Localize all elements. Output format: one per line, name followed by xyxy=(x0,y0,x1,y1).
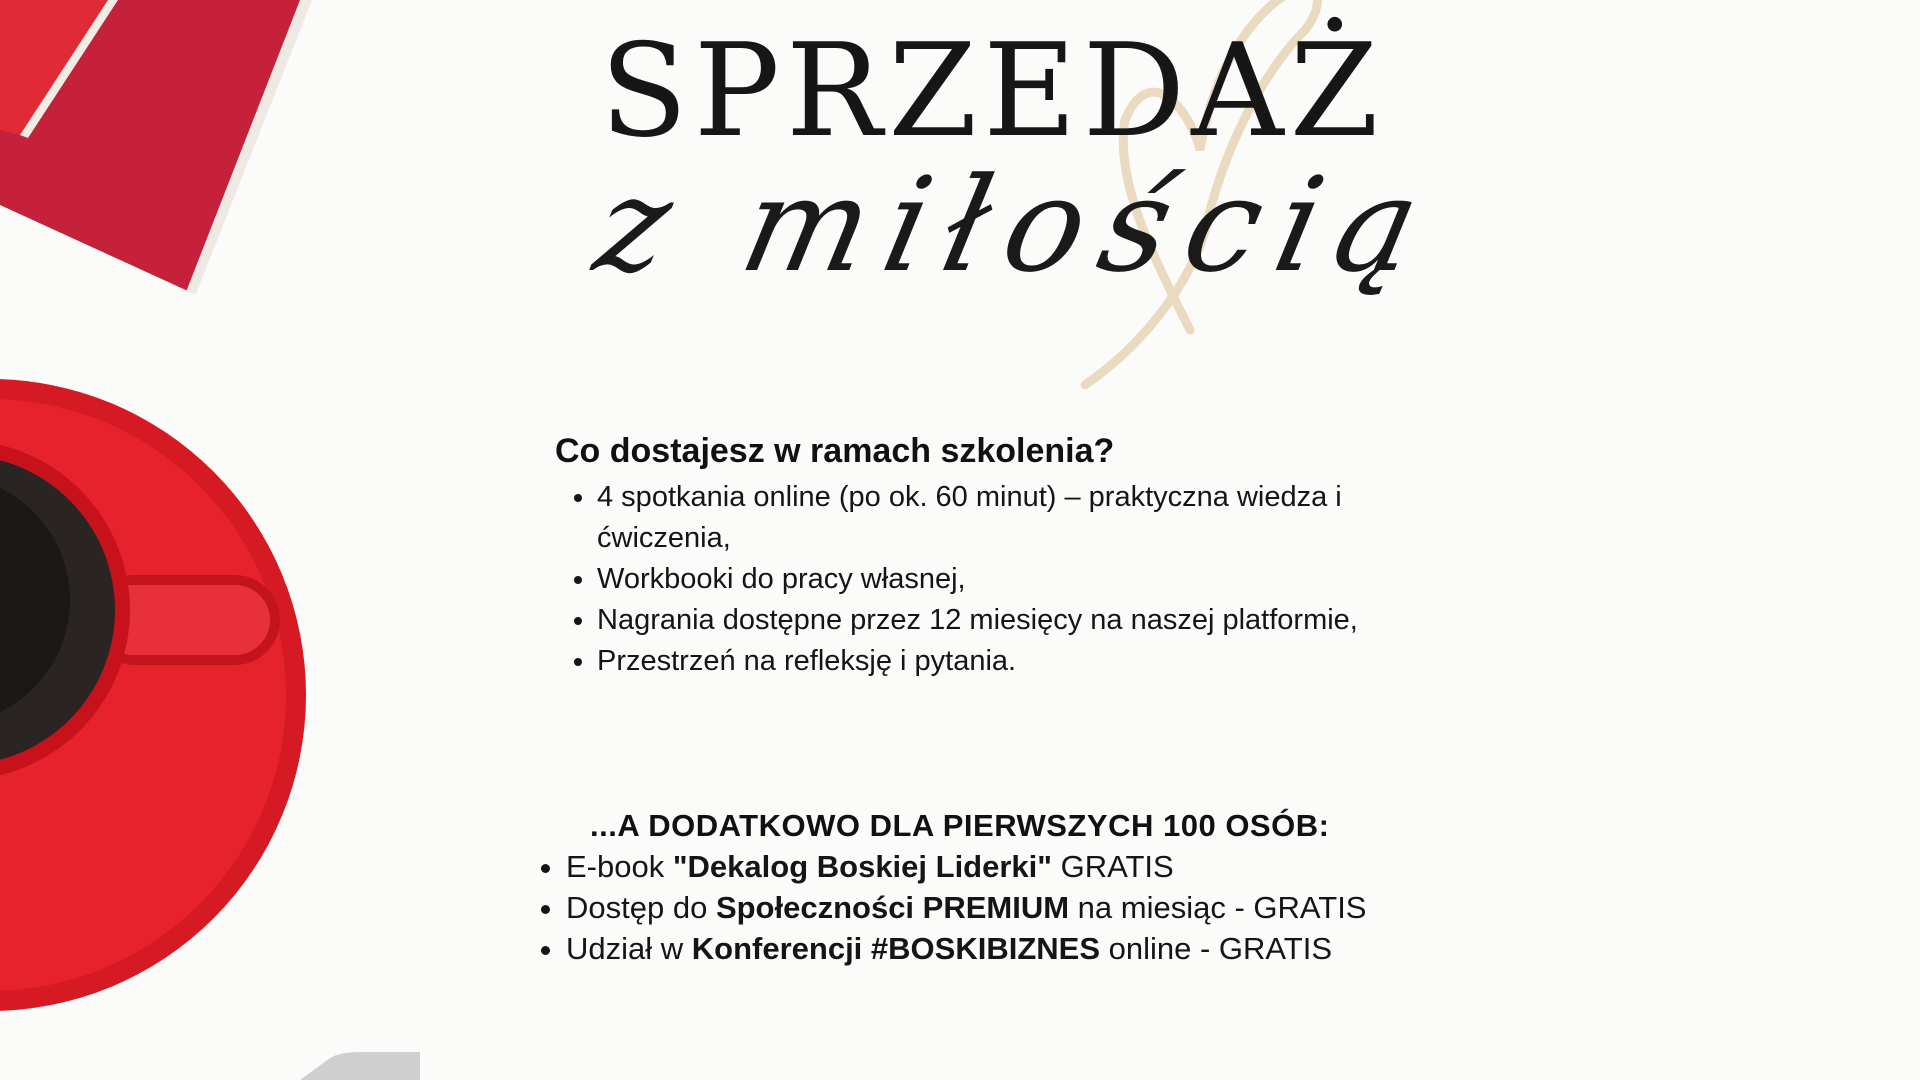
bonus-item-bold: "Dekalog Boskiej Liderki" xyxy=(672,849,1052,884)
laptop-corner-icon xyxy=(300,1052,420,1080)
bonus-item-text: GRATIS xyxy=(1051,849,1174,884)
bonus-item-bold: Społeczności PREMIUM xyxy=(715,890,1070,925)
offer-heading: Co dostajesz w ramach szkolenia? xyxy=(555,432,1115,470)
red-notebook-icon xyxy=(0,0,312,294)
bonus-item xyxy=(566,928,1430,969)
bonus-list xyxy=(530,846,1430,969)
title-script: z miłością xyxy=(583,149,1450,301)
offer-item: • Przestrzeń na refleksję i pytania. xyxy=(597,641,1375,682)
bonus-item-text: online - GRATIS xyxy=(1100,931,1333,966)
offer-item: • Nagrania dostępne przez 12 miesięcy na naszej platformie, xyxy=(597,600,1375,641)
bonus-item-bold: Konferencji #BOSKIBIZNES xyxy=(691,931,1101,966)
offer-list xyxy=(555,477,1375,682)
bonus-item xyxy=(566,887,1430,928)
title-main: SPRZEDAŻ xyxy=(600,17,1385,166)
red-coffee-cup-icon xyxy=(0,379,306,1011)
offer-item: • Workbooki do pracy własnej, xyxy=(597,559,1375,600)
bonus-heading: ...A DODATKOWO DLA PIERWSZYCH 100 OSÓB: xyxy=(590,808,1330,843)
bonus-section xyxy=(530,808,1430,969)
offer-section xyxy=(555,432,1375,682)
bonus-item-text: Udział w xyxy=(566,931,692,966)
bonus-item-text: Dostęp do xyxy=(566,890,716,925)
bonus-item xyxy=(566,846,1430,887)
bonus-item-text: na miesiąc - GRATIS xyxy=(1069,890,1367,925)
bonus-item-text: E-book xyxy=(566,849,673,884)
offer-item: • 4 spotkania online (po ok. 60 minut) – praktyczna wiedza i ćwiczenia, xyxy=(597,477,1375,559)
